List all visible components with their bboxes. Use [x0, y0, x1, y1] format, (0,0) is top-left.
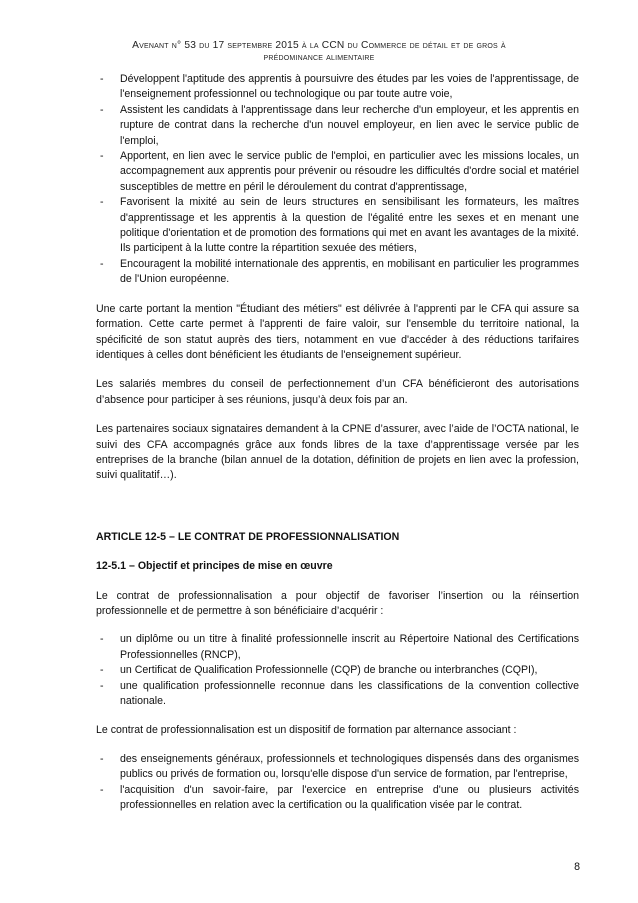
paragraph-objectif: Le contrat de professionnalisation a pour objectif de favoriser l’insertion ou la réinsertion professionnelle et de permettre à son bénéficiaire d’acquérir :	[96, 589, 579, 617]
list-item: - un diplôme ou un titre à finalité professionnelle inscrit au Répertoire National des Certifications Professionnelles (RNCP),	[96, 632, 579, 663]
list-item: - une qualification professionnelle reconnue dans les classifications de la convention collective nationale.	[96, 679, 579, 710]
paragraph-partenaires: Les partenaires sociaux signataires demandent à la CPNE d’assurer, avec l’aide de l’OCTA national, le suivi des CFA accompagnés grâce aux fonds libres de la taxe d’apprentissage versée par les entreprises de la branche (bilan annuel de la dotation, définition de projets en lien avec la profession, suivi qualitatif…).	[96, 423, 579, 482]
list-item: - Encouragent la mobilité internationale des apprentis, en mobilisant en particulier les programmes de l'Union européenne.	[96, 257, 579, 288]
cfa-missions-list	[96, 72, 579, 288]
subsection-heading: 12-5.1 – Objectif et principes de mise en œuvre	[96, 560, 333, 573]
page-number: 8	[574, 861, 580, 873]
document-body	[96, 72, 579, 813]
list-item: - l'acquisition d'un savoir-faire, par l'exercice en entreprise d'une ou plusieurs activités professionnelles en relation avec la certification ou la qualification visée par le contrat.	[96, 783, 579, 814]
header-line-1: Avenant n° 53 du 17 septembre 2015 à la CCN du Commerce de détail et de gros à	[132, 40, 506, 51]
acquisition-list	[96, 632, 579, 709]
paragraph-salaries: Les salariés membres du conseil de perfectionnement d’un CFA bénéficieront des autorisations d’absence pour participer à ses réunions, jusqu’à deux fois par an.	[96, 378, 579, 406]
list-item: - un Certificat de Qualification Professionnelle (CQP) de branche ou interbranches (CQPI),	[96, 663, 579, 678]
header-line-2: prédominance alimentaire	[263, 52, 375, 63]
alternance-list	[96, 752, 579, 814]
list-item: - Développent l'aptitude des apprentis à poursuivre des études par les voies de l'apprentissage, de l'enseignement professionnel ou technologique ou par toute autre voie,	[96, 72, 579, 103]
list-item: - Favorisent la mixité au sein de leurs structures en sensibilisant les formateurs, les maîtres d'apprentissage et les apprentis à la question de l'égalité entre les sexes et en menant une politique d'orientation et de promotion des formations qui met en avant les avantages de la mixité. Ils participent à la lutte contre la répartition sexuée des métiers,	[96, 195, 579, 257]
page-header	[60, 40, 578, 64]
list-item: - Apportent, en lien avec le service public de l'emploi, en particulier avec les missions locales, un accompagnement aux apprentis pour prévenir ou résoudre les difficultés d'ordre social et matériel susceptibles de mettre en péril le déroulement du contrat d'apprentissage,	[96, 149, 579, 195]
paragraph-carte-etudiant: Une carte portant la mention "Étudiant des métiers" est délivrée à l'apprenti par le CFA qui assure sa formation. Cette carte permet à l'apprenti de faire valoir, sur l'ensemble du territoire national, la spécificité de son statut auprès des tiers, notamment en vue d'accéder à des réductions tarifaires identiques à celles dont bénéficient les étudiants de l'enseignement supérieur.	[96, 302, 579, 361]
list-item: - des enseignements généraux, professionnels et technologiques dispensés dans des organismes publics ou privés de formation ou, lorsqu'elle dispose d'un service de formation, par l'entreprise,	[96, 752, 579, 783]
article-heading: ARTICLE 12-5 – LE CONTRAT DE PROFESSIONNALISATION	[96, 530, 400, 543]
list-item: - Assistent les candidats à l'apprentissage dans leur recherche d'un employeur, et les apprentis en rupture de contrat dans la recherche d'un nouvel employeur, en lien avec le service public de l'emploi,	[96, 103, 579, 149]
paragraph-dispositif: Le contrat de professionnalisation est un dispositif de formation par alternance associant :	[96, 724, 517, 737]
